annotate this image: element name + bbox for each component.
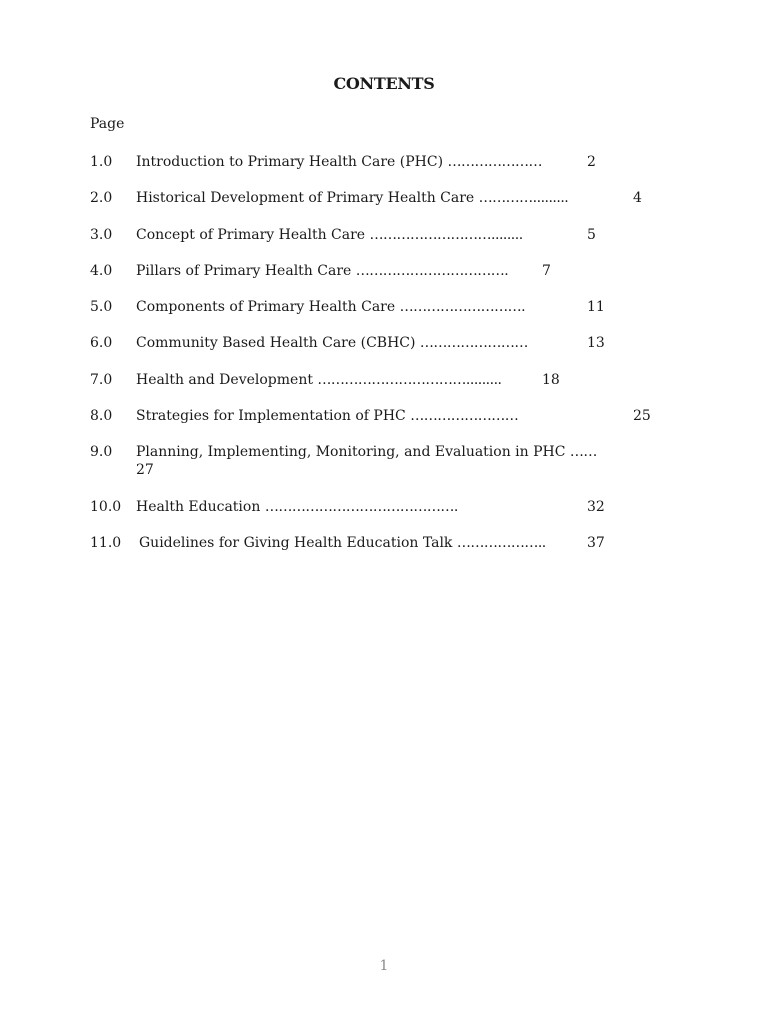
toc-entry-page: 18: [542, 372, 560, 388]
toc-entry-title: Health Education: [136, 499, 261, 515]
toc-dot-leader: …………………………….........: [317, 372, 502, 388]
toc-entry-number: 2.0: [90, 190, 113, 206]
toc-dot-leader: ………………………........: [369, 227, 523, 243]
toc-dot-leader: ……………………….: [399, 299, 526, 315]
toc-entry-page: 4: [633, 190, 642, 206]
toc-entry-title: Health and Development: [136, 372, 313, 388]
toc-entry-title: Strategies for Implementation of PHC: [136, 408, 406, 424]
toc-entry-number: 10.0: [90, 499, 122, 515]
toc-entry-number: 8.0: [90, 408, 113, 424]
toc-entry-page: 13: [587, 335, 605, 351]
toc-entry-page: 27: [136, 462, 154, 478]
toc-entry-title: Components of Primary Health Care: [136, 299, 396, 315]
toc-entry-number: 9.0: [90, 444, 113, 460]
toc-dot-leader: ……………………: [410, 408, 519, 424]
toc-entry-number: 4.0: [90, 263, 113, 279]
toc-entry-title: Concept of Primary Health Care: [136, 227, 366, 243]
footer-page-number: 1: [379, 958, 389, 974]
toc-entry-page: 11: [587, 299, 605, 315]
toc-entry-title: Pillars of Primary Health Care: [136, 263, 352, 279]
toc-entry-page: 2: [587, 154, 596, 170]
toc-entry-page: 25: [633, 408, 651, 424]
contents-heading: CONTENTS: [333, 74, 435, 93]
toc-entry-page: 32: [587, 499, 605, 515]
toc-dot-leader: ……: [569, 444, 597, 460]
toc-entry-number: 7.0: [90, 372, 113, 388]
toc-dot-leader: ………….........: [478, 190, 569, 206]
toc-entry-title: Planning, Implementing, Monitoring, and Evaluation in PHC: [136, 444, 566, 460]
toc-entry-number: 11.0: [90, 535, 122, 551]
toc-entry-number: 6.0: [90, 335, 113, 351]
toc-entry-number: 1.0: [90, 154, 113, 170]
toc-dot-leader: …………………: [447, 154, 542, 170]
toc-entry-page: 37: [587, 535, 605, 551]
toc-entry-page: 5: [587, 227, 596, 243]
toc-entry-title: Introduction to Primary Health Care (PHC): [136, 154, 444, 170]
toc-entry-number: 3.0: [90, 227, 113, 243]
toc-entry-title: Historical Development of Primary Health Care: [136, 190, 475, 206]
page-column-label: Page: [90, 116, 125, 132]
toc-entry-title: Guidelines for Giving Health Education Talk: [139, 535, 453, 551]
toc-dot-leader: …………………………….: [355, 263, 509, 279]
toc-dot-leader: …………………………………….: [264, 499, 458, 515]
toc-entry-page: 7: [542, 263, 551, 279]
toc-entry-number: 5.0: [90, 299, 113, 315]
toc-dot-leader: ………………..: [456, 535, 546, 551]
toc-entry-title: Community Based Health Care (CBHC): [136, 335, 416, 351]
toc-dot-leader: ……………………: [419, 335, 528, 351]
